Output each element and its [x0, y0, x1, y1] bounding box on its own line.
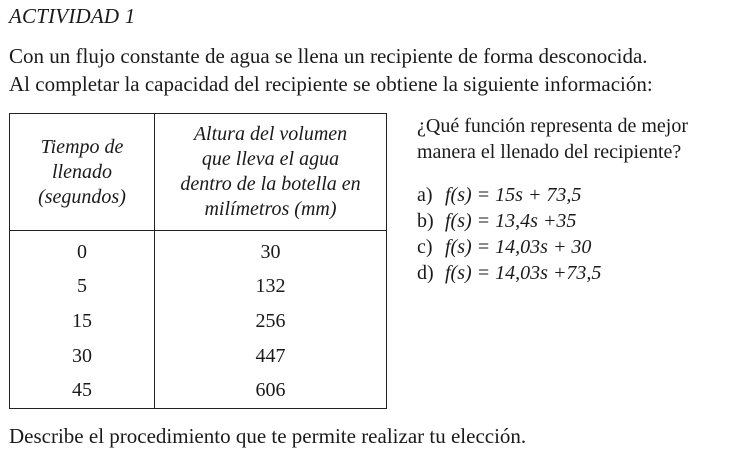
option-letter: d) [417, 262, 434, 284]
cell-height: 30 [155, 231, 387, 270]
option-formula: f(s) = 13,4s +35 [445, 210, 577, 232]
table-row [10, 339, 387, 374]
cell-time: 30 [10, 339, 155, 374]
cell-height: 132 [155, 270, 387, 305]
table-row [10, 231, 387, 270]
intro-paragraph [9, 42, 724, 98]
option-a [417, 182, 601, 208]
cell-time: 0 [10, 231, 155, 270]
cell-time: 45 [10, 373, 155, 408]
activity-title: ACTIVIDAD 1 [9, 4, 136, 28]
cell-height: 256 [155, 304, 387, 339]
option-letter: b) [417, 210, 434, 232]
cell-time: 5 [10, 270, 155, 305]
intro-line-2: Al completar la capacidad del recipiente se obtiene la siguiente información: [9, 72, 653, 96]
option-letter: c) [417, 236, 433, 258]
table-header-row [10, 114, 387, 231]
header-height-line-1: Altura del volumen [193, 123, 348, 145]
header-height-line-2: que lleva el agua [201, 148, 340, 170]
header-height-line-4: milímetros (mm) [204, 198, 337, 220]
header-time [10, 114, 155, 231]
cell-height: 606 [155, 373, 387, 408]
header-height [155, 114, 387, 231]
cell-height: 447 [155, 339, 387, 374]
table-row [10, 304, 387, 339]
option-d [417, 260, 601, 286]
data-table [9, 113, 387, 409]
intro-line-1: Con un flujo constante de agua se llena un recipiente de forma desconocida. [9, 44, 648, 68]
question-line-2: manera el llenado del recipiente? [417, 141, 682, 163]
table-row [10, 373, 387, 408]
option-b [417, 208, 601, 234]
options-list [417, 182, 601, 286]
header-height-line-3: dentro de la botella en [180, 173, 361, 195]
option-formula: f(s) = 15s + 73,5 [445, 184, 582, 206]
option-formula: f(s) = 14,03s +73,5 [445, 262, 602, 284]
header-time-line-3: (segundos) [38, 185, 126, 208]
instruction-text: Describe el procedimiento que te permite realizar tu elección. [9, 424, 527, 448]
table-row [10, 270, 387, 305]
question-line-1: ¿Qué función representa de mejor [417, 115, 688, 137]
option-formula: f(s) = 14,03s + 30 [445, 236, 592, 258]
cell-time: 15 [10, 304, 155, 339]
option-c [417, 234, 601, 260]
header-time-line-2: llenado [52, 160, 112, 183]
header-time-line-1: Tiempo de [40, 135, 124, 158]
question-text [417, 113, 722, 165]
option-letter: a) [417, 184, 433, 206]
